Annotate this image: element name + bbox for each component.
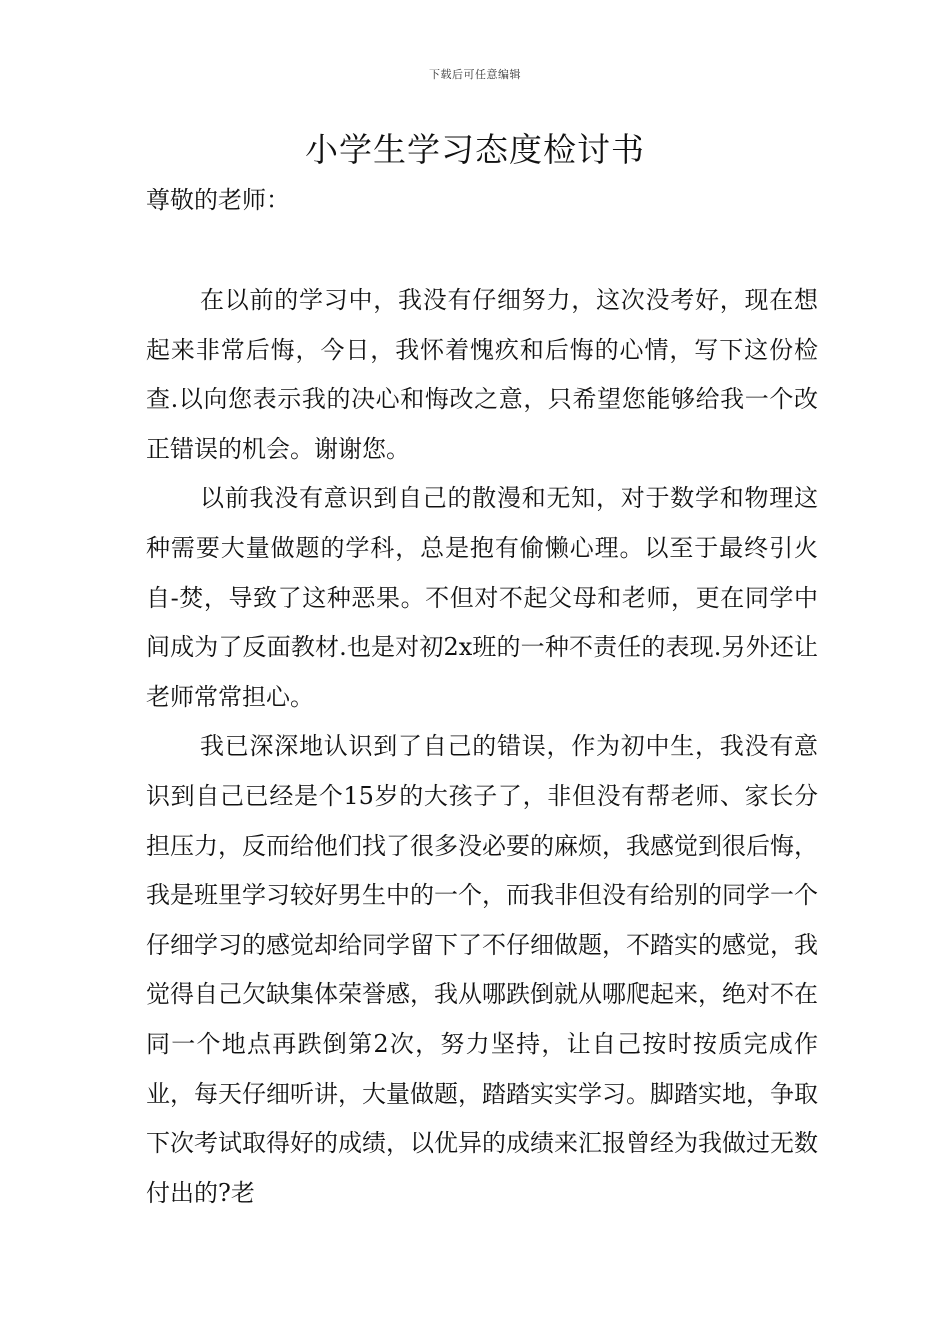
letter-body: [146, 276, 818, 1218]
paragraph-1: 在以前的学习中，我没有仔细努力，这次没考好，现在想起来非常后悔，今日，我怀着愧疚和后悔的心情，写下这份检查.以向您表示我的决心和悔改之意，只希望您能够给我一个改正错误的机会。谢谢您。: [146, 286, 818, 463]
page-title: 小学生学习态度检讨书: [305, 130, 645, 169]
paragraph-3: 我已深深地认识到了自己的错误，作为初中生，我没有意识到自己已经是个15岁的大孩子了，非但没有帮老师、家长分担压力，反而给他们找了很多没必要的麻烦，我感觉到很后悔，我是班里学习较好男生中的一个，而我非但没有给别的同学一个仔细学习的感觉却给同学留下了不仔细做题，不踏实的感觉，我觉得自己欠缺集体荣誉感，我从哪跌倒就从哪爬起来，绝对不在同一个地点再跌倒第2次，努力坚持，让自己按时按质完成作业，每天仔细听讲，大量做题，踏踏实实学习。脚踏实地，争取下次考试取得好的成绩，以优异的成绩来汇报曾经为我做过无数付出的?老: [146, 732, 818, 1207]
paragraph-2: 以前我没有意识到自己的散漫和无知，对于数学和物理这种需要大量做题的学科，总是抱有偷懒心理。以至于最终引火自-焚，导致了这种恶果。不但对不起父母和老师，更在同学中间成为了反面教材.也是对初2x班的一种不责任的表现.另外还让老师常常担心。: [146, 484, 818, 711]
salutation: 尊敬的老师：: [146, 186, 290, 214]
header-note: 下载后可任意编辑: [429, 68, 521, 81]
